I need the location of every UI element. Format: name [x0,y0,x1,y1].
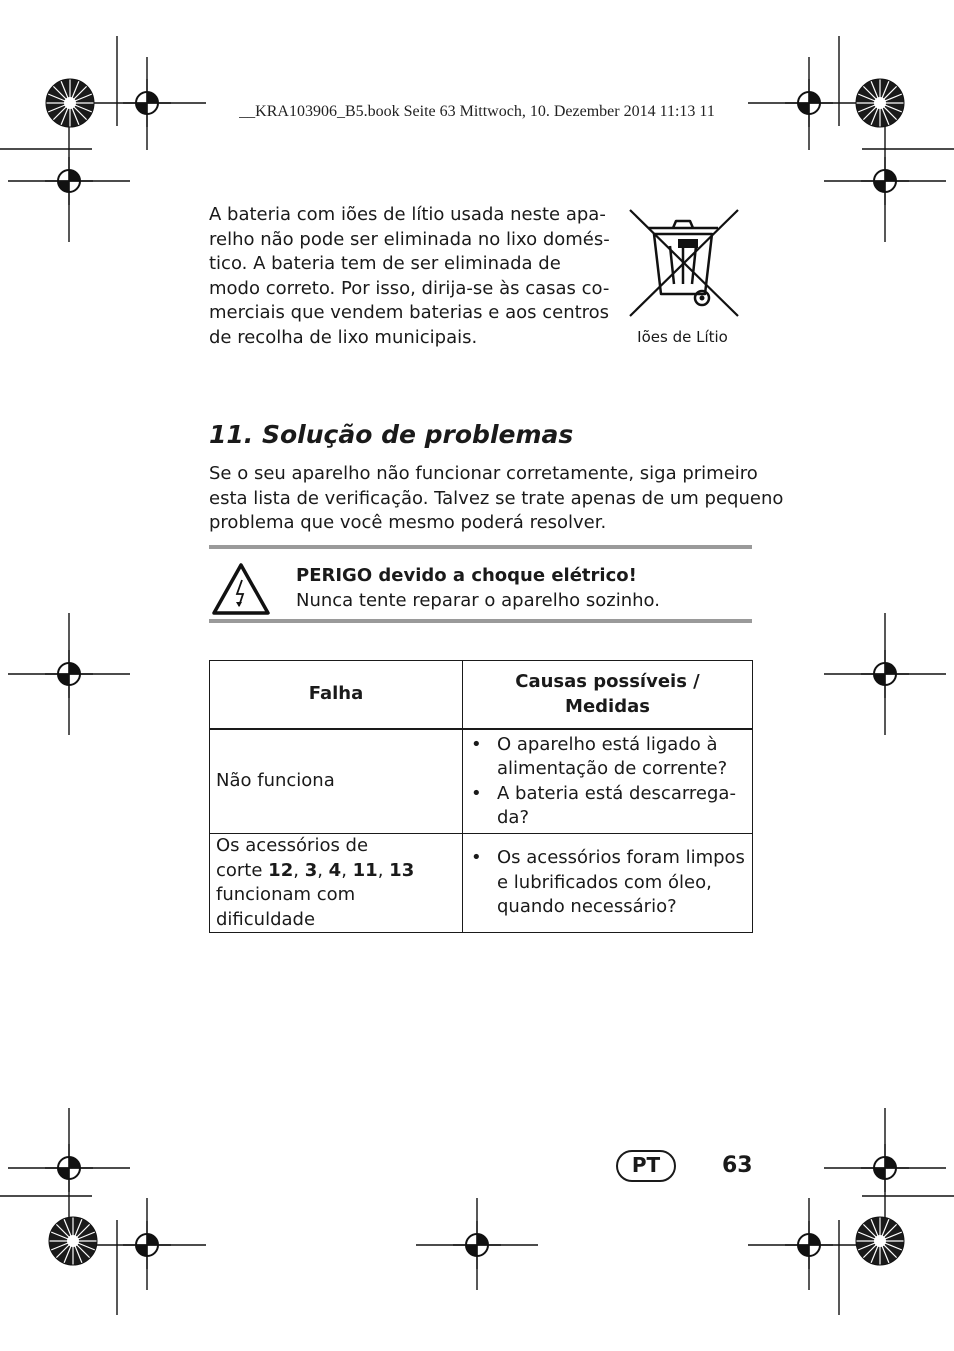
crossed-out-wheelie-bin-icon [628,206,740,318]
part-number: 12 [268,859,294,881]
causes-cell [463,834,753,933]
part-number: 13 [389,859,415,881]
part-number: 4 [328,859,342,881]
warning-title: PERIGO devido a choque elétrico! [296,565,637,586]
page-number: 63 [722,1153,753,1178]
troubleshooting-intro [209,462,784,536]
fault-cell: Não funciona [210,729,463,834]
fault-line: funcionam com dificuldade [216,884,356,930]
separator: , [293,859,305,881]
part-number: 3 [304,859,318,881]
warning-top-rule [209,545,752,549]
causes-list [469,733,746,831]
separator: , [341,859,353,881]
table-row [210,834,753,933]
separator: , [317,859,329,881]
list-item [469,846,746,920]
list-item-line: da? [497,807,530,828]
list-item-line: quando necessário? [497,896,677,918]
paragraph-line: esta lista de verificação. Talvez se trate apenas de um pequeno [209,487,784,509]
list-item [469,733,746,782]
paragraph-line: merciais que vendem baterias e aos centros [209,302,610,323]
paragraph-line: relho não pode ser eliminada no lixo domés- [209,228,610,250]
paragraph-line: A bateria com iões de lítio usada neste apa- [209,204,606,225]
high-voltage-warning-icon [211,561,271,617]
list-item [469,782,746,831]
paragraph-line: problema que você mesmo poderá resolver. [209,512,607,533]
list-item-line: alimentação de corrente? [497,758,728,779]
troubleshooting-table [209,660,753,933]
separator: , [377,859,390,881]
language-badge: PT [616,1150,676,1182]
warning-text: Nunca tente reparar o aparelho sozinho. [296,590,660,611]
part-number: 11 [352,859,378,881]
table-header-row [210,661,753,730]
fault-line: Os acessórios de [216,835,369,856]
section-heading: 11. Solução de problemas [209,420,574,449]
causes-list [469,846,746,920]
list-item-line: Os acessórios foram limpos [497,847,745,869]
header-causes-line: Causas possíveis / [515,671,700,692]
fault-corte: corte [216,859,269,881]
list-item-line: O aparelho está ligado à [497,733,718,755]
paragraph-line: Se o seu aparelho não funcionar corretamente, siga primeiro [209,463,758,484]
table-row [210,729,753,834]
header-fault: Falha [210,661,463,730]
warning-bottom-rule [209,619,752,623]
list-item-line: e lubrificados com óleo, [497,871,712,893]
header-causes-line: Medidas [565,695,650,717]
paragraph-line: de recolha de lixo municipais. [209,326,478,348]
paragraph-line: modo correto. Por isso, dirija-se às casas co- [209,277,610,299]
lithium-disposal-paragraph [209,203,609,350]
fault-cell [210,834,463,933]
header-causes [463,661,753,730]
causes-cell [463,729,753,834]
bin-icon-caption: Iões de Lítio [637,328,728,346]
paragraph-line: tico. A bateria tem de ser eliminada de [209,253,561,274]
list-item-line: A bateria está descarrega- [497,782,736,804]
book-header-line: __KRA103906_B5.book Seite 63 Mittwoch, 10. Dezember 2014 11:13 11 [239,103,715,120]
